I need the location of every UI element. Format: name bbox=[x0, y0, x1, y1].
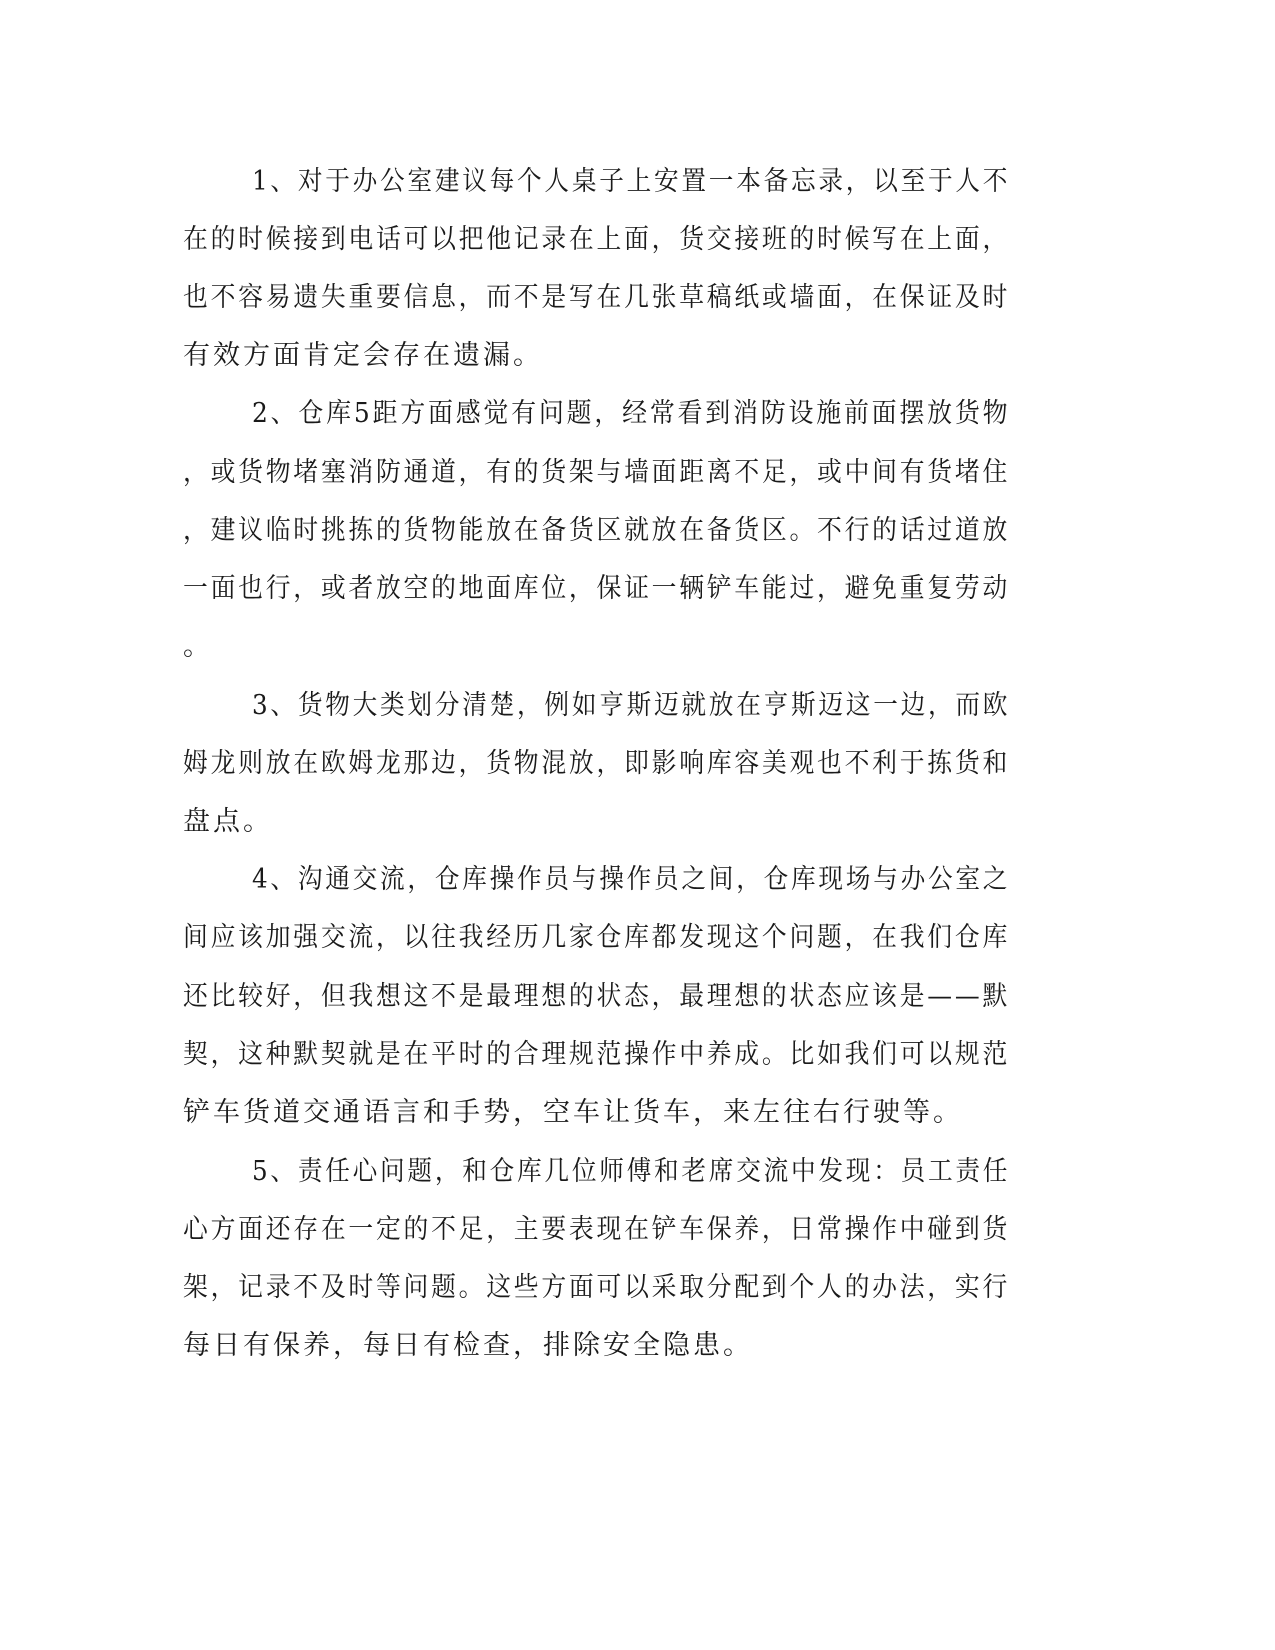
text-line: 铲车货道交通语言和手势，空车让货车，来左往右行驶等。 bbox=[183, 1097, 963, 1128]
text-line: 5、责任心问题，和仓库几位师傅和老席交流中发现：员工责任 bbox=[252, 1156, 1011, 1187]
text-line: 姆龙则放在欧姆龙那边，货物混放，即影响库容美观也不利于拣货和 bbox=[183, 748, 1011, 779]
text-line: ，建议临时挑拣的货物能放在备货区就放在备货区。不行的话过道放 bbox=[183, 515, 1011, 546]
text-line: 架，记录不及时等问题。这些方面可以采取分配到个人的办法，实行 bbox=[183, 1272, 1011, 1303]
text-line: ，或货物堵塞消防通道，有的货架与墙面距离不足，或中间有货堵住 bbox=[183, 457, 1011, 488]
text-line: 有效方面肯定会存在遗漏。 bbox=[183, 340, 543, 371]
text-line: 2、仓库5距方面感觉有问题，经常看到消防设施前面摆放货物 bbox=[252, 398, 1011, 429]
text-line: 1、对于办公室建议每个人桌子上安置一本备忘录，以至于人不 bbox=[252, 166, 1011, 197]
text-line: 在的时候接到电话可以把他记录在上面，货交接班的时候写在上面， bbox=[183, 224, 1011, 255]
text-line: 间应该加强交流，以往我经历几家仓库都发现这个问题，在我们仓库 bbox=[183, 922, 1011, 953]
text-line: 3、货物大类划分清楚，例如亨斯迈就放在亨斯迈这一边，而欧 bbox=[252, 690, 1011, 721]
text-line: 心方面还存在一定的不足，主要表现在铲车保养，日常操作中碰到货 bbox=[183, 1214, 1011, 1245]
text-line: 也不容易遗失重要信息，而不是写在几张草稿纸或墙面，在保证及时 bbox=[183, 282, 1011, 313]
text-line: 一面也行，或者放空的地面库位，保证一辆铲车能过，避免重复劳动 bbox=[183, 573, 1011, 604]
text-line: 。 bbox=[183, 631, 213, 662]
text-line: 盘点。 bbox=[183, 806, 273, 837]
text-line: 还比较好，但我想这不是最理想的状态，最理想的状态应该是——默 bbox=[183, 981, 1011, 1012]
text-line: 每日有保养，每日有检查，排除安全隐患。 bbox=[183, 1330, 753, 1361]
text-line: 契，这种默契就是在平时的合理规范操作中养成。比如我们可以规范 bbox=[183, 1039, 1011, 1070]
text-line: 4、沟通交流，仓库操作员与操作员之间，仓库现场与办公室之 bbox=[252, 864, 1011, 895]
